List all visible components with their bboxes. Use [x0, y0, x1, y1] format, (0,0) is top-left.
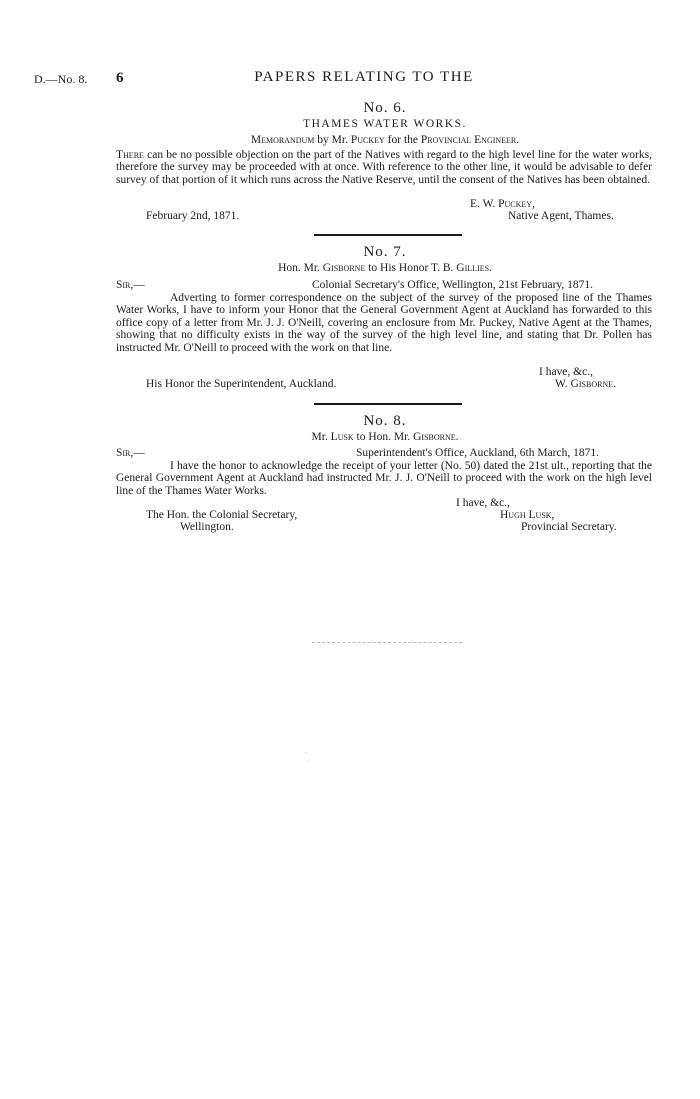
- doc8-addressee-line2: Wellington.: [180, 521, 234, 533]
- doc6-memo-e: Provincial Engineer.: [420, 134, 520, 146]
- doc8-heading: [116, 431, 654, 443]
- doc8-signature-title: Provincial Secretary.: [521, 521, 617, 533]
- doc6-number: No. 6.: [363, 100, 407, 116]
- document-code: D.—No. 8.: [34, 72, 88, 86]
- doc8-heading-d: Gisborne.: [413, 431, 459, 443]
- doc7-closing: I have, &c.,: [539, 366, 593, 378]
- doc6-sig-a: E. W.: [470, 198, 499, 210]
- doc6-memo-c: Puckey: [350, 134, 385, 146]
- doc8-heading-c: to Hon. Mr.: [353, 431, 414, 443]
- doc7-sig-b: Gisborne.: [570, 378, 616, 390]
- doc7-heading-c: to His Honor T. B.: [365, 262, 457, 274]
- doc7-heading-a: Hon. Mr.: [278, 262, 323, 274]
- doc8-place-date: Superintendent's Office, Auckland, 6th March, 1871.: [356, 447, 599, 459]
- doc6-memo-a: Memorandum: [250, 134, 315, 146]
- doc6-sig-b: Puckey,: [498, 198, 535, 210]
- doc7-heading: [116, 262, 654, 274]
- doc7-heading-b: Gisborne: [322, 262, 366, 274]
- doc7-signature: [555, 378, 616, 390]
- doc7-sig-a: W.: [555, 378, 571, 390]
- doc7-addressee: His Honor the Superintendent, Auckland.: [146, 378, 337, 390]
- doc6-memo-b: by Mr.: [314, 134, 351, 146]
- page-number: 6: [116, 70, 124, 86]
- doc7-number: No. 7.: [363, 244, 407, 260]
- doc7-heading-d: Gillies.: [456, 262, 492, 274]
- end-rule: [312, 642, 462, 643]
- doc7-place-date: Colonial Secretary's Office, Wellington, 21st February, 1871.: [312, 279, 594, 291]
- doc8-addressee-line1: The Hon. the Colonial Secretary,: [146, 509, 298, 521]
- doc6-body-first: There: [116, 149, 144, 161]
- doc8-heading-a: Mr.: [311, 431, 331, 443]
- page-title: PAPERS RELATING TO THE: [254, 69, 474, 85]
- doc6-signature-title: Native Agent, Thames.: [508, 210, 614, 222]
- doc6-heading: THAMES WATER WORKS.: [303, 118, 467, 130]
- doc8-signature: Hugh Lusk,: [500, 509, 555, 521]
- scan-speck: [307, 760, 308, 761]
- section-divider: [314, 234, 462, 236]
- doc6-date: February 2nd, 1871.: [146, 210, 240, 222]
- section-divider: [314, 403, 462, 405]
- doc6-memo-line: [116, 134, 654, 146]
- doc6-signature: [470, 198, 535, 210]
- doc8-number: No. 8.: [363, 413, 407, 429]
- doc6-body: [116, 149, 652, 186]
- doc8-body: I have the honor to acknowledge the receipt of your letter (No. 50) dated the 21st ult., reporting that the General Government Agent at Auckland had instructed Mr. J. J. O'Neill to proceed with the work on the high level line of the Thames Water Works.: [116, 460, 652, 497]
- doc8-heading-b: Lusk: [330, 431, 354, 443]
- doc7-body: Adverting to former correspondence on the subject of the survey of the proposed line of the Thames Water Works, I have to inform your Honor that the General Government Agent at Auckland has forwarded to this office copy of a letter from Mr. J. J. O'Neill, covering an enclosure from Mr. Puckey, Native Agent at the Thames, showing that no difficulty exists in the way of the survey of the high level line, and stating that Dr. Pollen has instructed Mr. O'Neill to proceed with the work on that line.: [116, 292, 652, 354]
- doc7-salutation: Sir,—: [116, 279, 145, 291]
- doc6-body-text: can be no possible objection on the part of the Natives with regard to the high level line for the water works, therefore the survey may be proceeded with at once. With reference to the other line, it would be advisable to defer survey of that portion of it which runs across the Native Reserve, until the consent of the Natives has been obtained.: [116, 149, 652, 186]
- doc6-memo-d: for the: [384, 134, 421, 146]
- doc8-closing: I have, &c.,: [456, 497, 510, 509]
- scan-speck: [306, 752, 307, 753]
- doc8-salutation: Sir,—: [116, 447, 145, 459]
